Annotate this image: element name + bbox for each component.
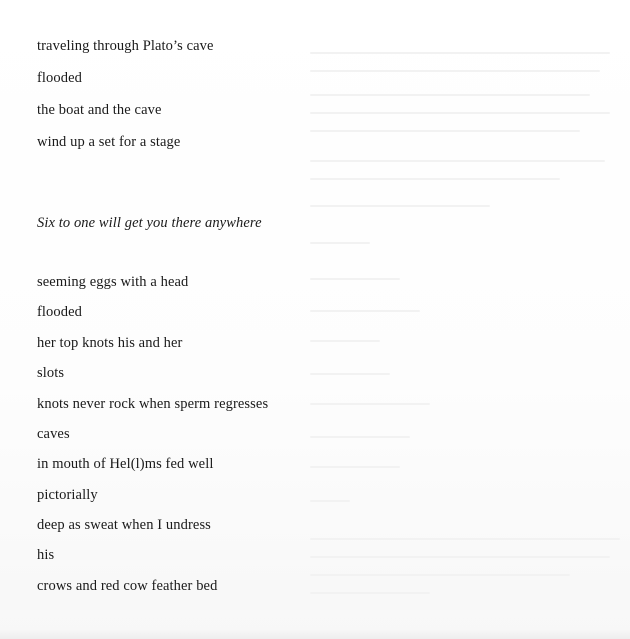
- poem-line: in mouth of Hel(l)ms fed well: [37, 456, 214, 472]
- poem-line: wind up a set for a stage: [37, 134, 181, 150]
- page-bottom-edge: [0, 629, 630, 639]
- poem-line: his: [37, 547, 55, 563]
- poem-line: knots never rock when sperm regresses: [37, 396, 269, 412]
- poem-line: slots: [37, 365, 65, 381]
- poem-line: flooded: [37, 70, 82, 86]
- poem-line: crows and red cow feather bed: [37, 578, 218, 594]
- poem-refrain: Six to one will get you there anywhere: [37, 215, 262, 231]
- poem-line: deep as sweat when I undress: [37, 517, 211, 533]
- show-through-texture: [300, 0, 630, 639]
- poem-line: pictorially: [37, 487, 98, 503]
- poem-line: the boat and the cave: [37, 102, 162, 118]
- poem-line: seeming eggs with a head: [37, 274, 189, 290]
- poem-line: flooded: [37, 304, 82, 320]
- poem-line: caves: [37, 426, 70, 442]
- poem-line: traveling through Plato’s cave: [37, 38, 214, 54]
- poem-line: her top knots his and her: [37, 335, 183, 351]
